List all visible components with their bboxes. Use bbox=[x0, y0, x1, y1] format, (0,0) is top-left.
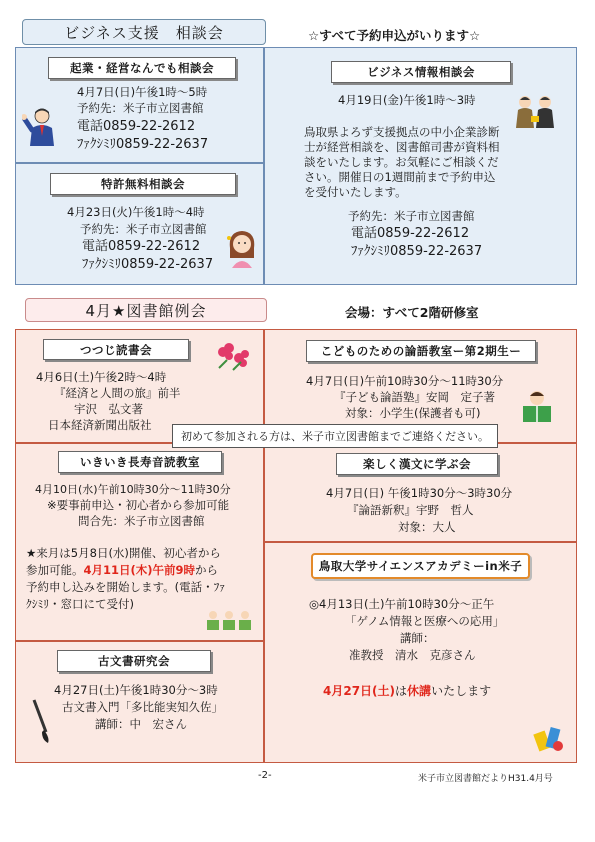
rongo-kids-date: 4月7日(日)午前10時30分～11時30分 bbox=[306, 374, 504, 388]
child-reading-icon bbox=[519, 388, 555, 424]
business-divider-horizontal bbox=[15, 162, 264, 164]
woman-icon bbox=[226, 228, 258, 268]
komonjo-text: 古文書入門「多比能実知久佐」 bbox=[62, 700, 223, 714]
business-info-consult-title: ビジネス情報相談会 bbox=[331, 61, 511, 83]
science-date: ◎4月13日(土)午前10時30分～正午 bbox=[309, 597, 495, 611]
group-reading-icon bbox=[205, 608, 253, 632]
ondoku-next-line1: ★来月は5月8日(水)開催、初心者から bbox=[26, 546, 221, 560]
venue-note: 会場：すべて2階研修室 bbox=[345, 305, 479, 320]
kigyo-consult-title: 起業・経営なんでも相談会 bbox=[48, 57, 236, 79]
events-divider-2 bbox=[264, 541, 577, 543]
stationery-icon bbox=[530, 718, 566, 754]
ondoku-next-line4: ｸｼﾐﾘ・窓口にて受付) bbox=[26, 597, 134, 611]
rongo-kids-title: こどものための論語教室ー第2期生ー bbox=[306, 340, 536, 362]
brush-icon bbox=[28, 698, 54, 744]
business-info-phone: 電話0859-22-2612 bbox=[351, 226, 470, 241]
kanbun-book: 『論語新釈』宇野 哲人 bbox=[347, 503, 474, 517]
patent-fax: ﾌｧｸｼﾐﾘ0859-22-2637 bbox=[82, 257, 214, 272]
business-section-title: ビジネス支援 相談会 bbox=[22, 19, 266, 45]
kigyo-date: 4月7日(日)午後1時～5時 bbox=[77, 85, 208, 99]
tsutsuji-publisher: 日本経済新聞出版社 bbox=[48, 418, 152, 432]
ondoku-next-line3: 予約申し込みを開始します。(電話・ﾌｧ bbox=[26, 580, 226, 594]
first-time-notice: 初めて参加される方は、米子市立図書館までご連絡ください。 bbox=[172, 424, 498, 448]
kanbun-date: 4月7日(日) 午後1時30分～3時30分 bbox=[326, 486, 513, 500]
tsutsuji-author: 宇沢 弘文著 bbox=[74, 402, 143, 416]
business-info-date: 4月19日(金)午後1時～3時 bbox=[338, 93, 476, 107]
patent-phone: 電話0859-22-2612 bbox=[82, 239, 201, 254]
tsutsuji-date: 4月6日(土)午後2時～4時 bbox=[36, 370, 167, 384]
business-people-icon bbox=[513, 94, 557, 130]
patent-reservation: 予約先：米子市立図書館 bbox=[80, 222, 207, 236]
komonjo-date: 4月27日(土)午後1時30分～3時 bbox=[54, 683, 218, 697]
business-info-fax: ﾌｧｸｼﾐﾘ0859-22-2637 bbox=[351, 244, 483, 259]
science-topic: 「ゲノム情報と医療への応用」 bbox=[345, 614, 505, 628]
rongo-kids-book: 『子ども論語塾』安岡 定子著 bbox=[334, 390, 495, 404]
business-divider-vertical bbox=[263, 47, 265, 285]
science-closed-notice: 4月27日(土)は休講いたします bbox=[323, 684, 492, 698]
publication-name: 米子市立図書館だよりH31.4月号 bbox=[418, 774, 553, 784]
page-number: -2- bbox=[258, 770, 272, 781]
komonjo-title: 古文書研究会 bbox=[57, 650, 211, 672]
tsutsuji-book: 『経済と人間の旅』前半 bbox=[54, 386, 181, 400]
azalea-flower-icon bbox=[213, 342, 251, 372]
ondoku-note: ※要事前申込・初心者から参加可能 bbox=[47, 498, 230, 512]
kigyo-fax: ﾌｧｸｼﾐﾘ0859-22-2637 bbox=[77, 137, 209, 152]
kigyo-phone: 電話0859-22-2612 bbox=[77, 119, 196, 134]
events-divider-vertical bbox=[263, 329, 265, 763]
business-info-reservation: 予約先：米子市立図書館 bbox=[348, 209, 475, 223]
science-lecturer: 准教授 清水 克彦さん bbox=[349, 648, 476, 662]
patent-date: 4月23日(火)午後1時～4時 bbox=[67, 205, 205, 219]
ondoku-contact: 問合先：米子市立図書館 bbox=[78, 514, 205, 528]
businessman-icon bbox=[22, 106, 56, 148]
kigyo-reservation: 予約先：米子市立図書館 bbox=[77, 101, 204, 115]
patent-consult-title: 特許無料相談会 bbox=[50, 173, 236, 195]
ondoku-date: 4月10日(水)午前10時30分～11時30分 bbox=[35, 483, 231, 496]
events-divider-3 bbox=[15, 640, 264, 642]
reservation-required-note: ☆すべて予約申込がいります☆ bbox=[308, 28, 481, 43]
kanbun-title: 楽しく漢文に学ぶ会 bbox=[336, 453, 498, 475]
science-lecturer-label: 講師： bbox=[400, 631, 435, 645]
ondoku-next-line2: 参加可能。4月11日(木)午前9時から bbox=[26, 563, 219, 577]
business-info-description: 鳥取県よろず支援拠点の中小企業診断 士が経営相談を、図書館司書が資料相 談をいたします。お気軽にご相談くだ さい。開催日の1週間前まで予約申込 を受付いたします。 bbox=[304, 125, 500, 199]
ondoku-title: いきいき長寿音読教室 bbox=[58, 451, 222, 473]
kanbun-target: 対象：大人 bbox=[398, 520, 456, 534]
rongo-kids-target: 対象：小学生(保護者も可) bbox=[345, 406, 481, 420]
events-section-title: 4月★図書館例会 bbox=[25, 298, 267, 322]
komonjo-lecturer: 講師：中 宏さん bbox=[95, 717, 187, 731]
science-academy-title: 鳥取大学サイエンスアカデミーin米子 bbox=[311, 553, 530, 579]
tsutsuji-title: つつじ読書会 bbox=[43, 339, 189, 360]
